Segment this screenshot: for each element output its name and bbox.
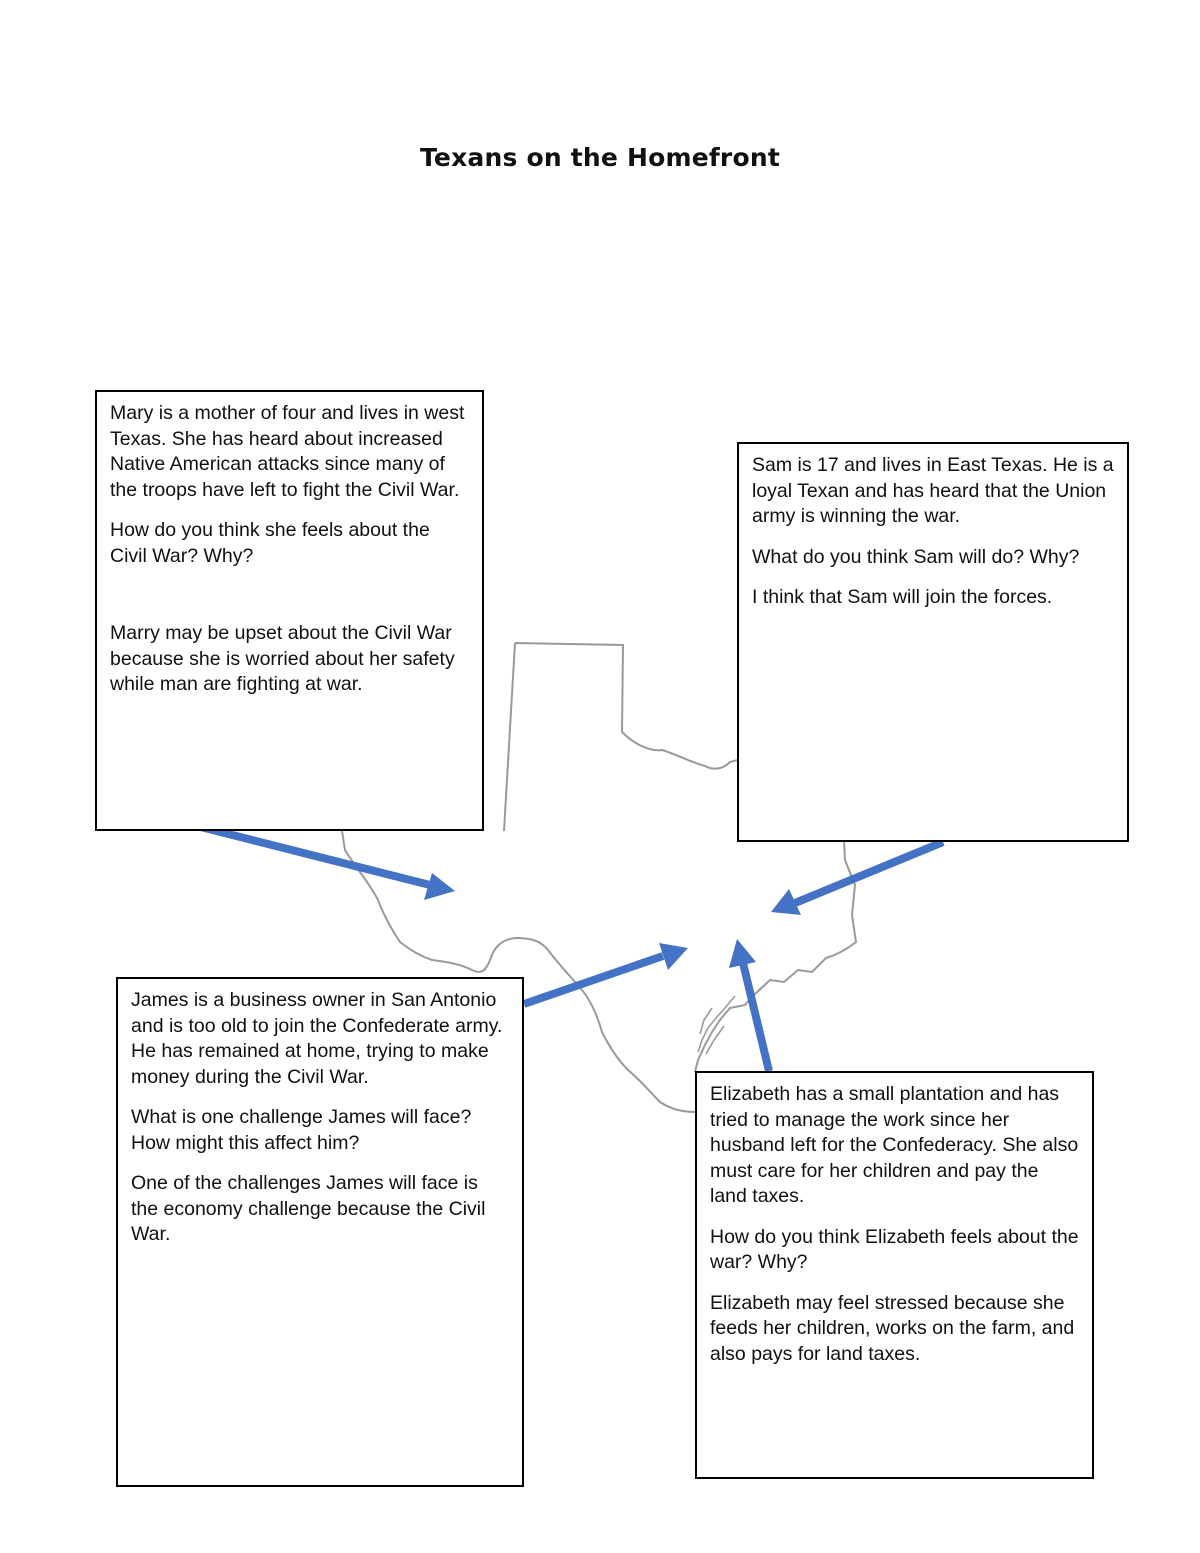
card-james	[116, 977, 524, 1487]
card-answer[interactable]: I think that Sam will join the forces.	[752, 586, 1053, 608]
card-sam	[737, 442, 1129, 842]
card-scenario: Mary is a mother of four and lives in west Texas. She has heard about increased Native American attacks since many of the troops have left to fight the Civil War.	[110, 402, 465, 501]
card-mary	[95, 390, 484, 831]
card-answer[interactable]: Marry may be upset about the Civil War because she is worried about her safety while man are fighting at war.	[110, 622, 455, 695]
arrow-icon	[185, 823, 430, 885]
page-title: Texans on the Homefront	[420, 143, 780, 172]
arrow-head-icon	[424, 873, 455, 900]
arrow-icon	[743, 963, 769, 1071]
card-answer[interactable]: Elizabeth may feel stressed because she feeds her children, works on the farm, and also pays for land taxes.	[710, 1291, 1075, 1365]
arrow-icon	[795, 842, 943, 903]
card-scenario: James is a business owner in San Antonio and is too old to join the Confederate army. He has remained at home, trying to make money during the Civil War.	[131, 989, 503, 1088]
card-question: How do you think she feels about the Civil War? Why?	[110, 519, 430, 567]
card-elizabeth	[695, 1071, 1094, 1479]
arrow-head-icon	[729, 939, 756, 968]
arrow-head-icon	[659, 943, 688, 970]
card-question: How do you think Elizabeth feels about the war? Why?	[710, 1225, 1079, 1273]
card-scenario: Elizabeth has a small plantation and has tried to manage the work since her husband left for the Confederacy. She also must care for her children and pay the land taxes.	[710, 1083, 1079, 1207]
arrow-icon	[524, 956, 663, 1004]
card-question: What is one challenge James will face? How might this affect him?	[131, 1106, 472, 1154]
card-scenario: Sam is 17 and lives in East Texas. He is a loyal Texan and has heard that the Union army is winning the war.	[752, 454, 1114, 527]
card-question: What do you think Sam will do? Why?	[752, 545, 1080, 568]
card-answer[interactable]: One of the challenges James will face is the economy challenge because the Civil War.	[131, 1172, 486, 1245]
